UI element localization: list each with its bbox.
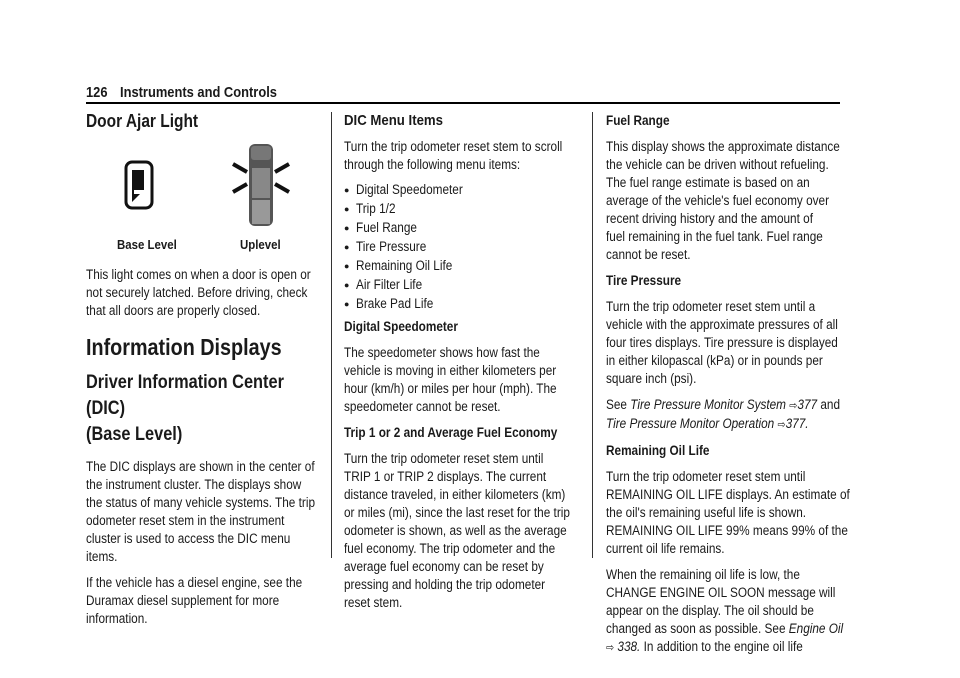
column-2 [344, 112, 580, 620]
list-item: ● Brake Pad Life [344, 296, 580, 312]
tire-pressure-text: Turn the trip odometer reset stem until a vehicle with the approximate pressures of all four tires displays. Tire pressure is displayed in either kilopascal (kPa) or in pounds per square inch (psi). [606, 299, 838, 386]
column-divider [592, 112, 593, 558]
door-ajar-text: This light comes on when a door is open or not securely latched. Before driving, check that all doors are properly closed. [86, 267, 311, 318]
tire-pressure-refs: See Tire Pressure Monitor System ⇨377 and Tire Pressure Monitor Operation ⇨377. [606, 397, 841, 431]
page-header [86, 82, 840, 104]
column-1 [86, 112, 318, 636]
menu-items-list [344, 182, 580, 312]
page-ref-arrow-icon: ⇨ [777, 419, 786, 431]
page-ref-arrow-icon: ⇨ [789, 400, 798, 412]
uplevel-label: Uplevel [240, 237, 281, 252]
speedometer-text: The speedometer shows how fast the vehicle is moving in either kilometers per hour (km/h) or miles per hour (mph). The speedometer cannot be reset. [344, 345, 557, 414]
tpmo-link[interactable]: Tire Pressure Monitor Operation [606, 416, 775, 431]
list-item: ● Air Filter Life [344, 277, 580, 293]
oil-low-text: When the remaining oil life is low, the CHANGE ENGINE OIL SOON message will appear on the display. The oil should be changed as soon as possible. See Engine Oil ⇨ 338. In addition to the engine oil life [606, 567, 844, 654]
fuel-range-heading: Fuel Range [606, 113, 670, 128]
page-number: 126 [86, 84, 108, 101]
dic-heading: Driver Information Center (DIC) (Base Level) [86, 372, 284, 445]
door-ajar-base-icon [122, 160, 156, 212]
door-ajar-icons [86, 140, 318, 258]
dic-text: The DIC displays are shown in the center of the instrument cluster. The displays show the status of many vehicle systems. The trip odometer reset stem in the instrument cluster is used to access the DIC menu items. [86, 459, 316, 564]
column-3 [606, 112, 850, 665]
tire-pressure-heading: Tire Pressure [606, 273, 682, 288]
diesel-text: If the vehicle has a diesel engine, see the Duramax diesel supplement for more information. [86, 575, 303, 626]
trip-heading: Trip 1 or 2 and Average Fuel Economy [344, 425, 558, 440]
trip-text: Turn the trip odometer reset stem until TRIP 1 or TRIP 2 displays. The current distance traveled, in either kilometers (km) or miles (mi), since the last reset for the trip odometer is shown, as well as the average fuel economy. The trip odometer and the average fuel economy can be reset by pressing and holding the trip odometer reset stem. [344, 451, 570, 610]
fuel-range-text: This display shows the approximate distance the vehicle can be driven without refueling. The fuel range estimate is based on an average of the vehicle's fuel economy over recent driving history and the amount of fuel remaining in the fuel tank. Fuel range cannot be reset. [606, 139, 840, 262]
header-rule [86, 102, 840, 104]
section-title: Instruments and Controls [120, 84, 277, 101]
remaining-oil-life-heading: Remaining Oil Life [606, 443, 710, 458]
list-item: ● Remaining Oil Life [344, 258, 580, 274]
oil-life-text: Turn the trip odometer reset stem until REMAINING OIL LIFE displays. An estimate of the oil's remaining useful life is shown. REMAINING OIL LIFE 99% means 99% of the current oil life remains. [606, 469, 850, 556]
column-divider [331, 112, 332, 558]
list-item: ● Trip 1/2 [344, 201, 580, 217]
list-item: ● Digital Speedometer [344, 182, 580, 198]
engine-oil-link[interactable]: Engine Oil [788, 621, 844, 636]
list-item: ● Tire Pressure [344, 239, 580, 255]
information-displays-heading: Information Displays [86, 334, 282, 360]
list-item: ● Fuel Range [344, 220, 580, 236]
menu-intro-text: Turn the trip odometer reset stem to scroll through the following menu items: [344, 139, 563, 172]
base-level-label: Base Level [117, 237, 177, 252]
page-ref-arrow-icon: ⇨ [606, 642, 615, 654]
digital-speedometer-heading: Digital Speedometer [344, 319, 458, 334]
dic-menu-heading: DIC Menu Items [344, 112, 444, 129]
door-ajar-heading: Door Ajar Light [86, 111, 199, 131]
tpms-link[interactable]: Tire Pressure Monitor System [630, 397, 787, 412]
door-ajar-uplevel-icon [231, 140, 291, 230]
